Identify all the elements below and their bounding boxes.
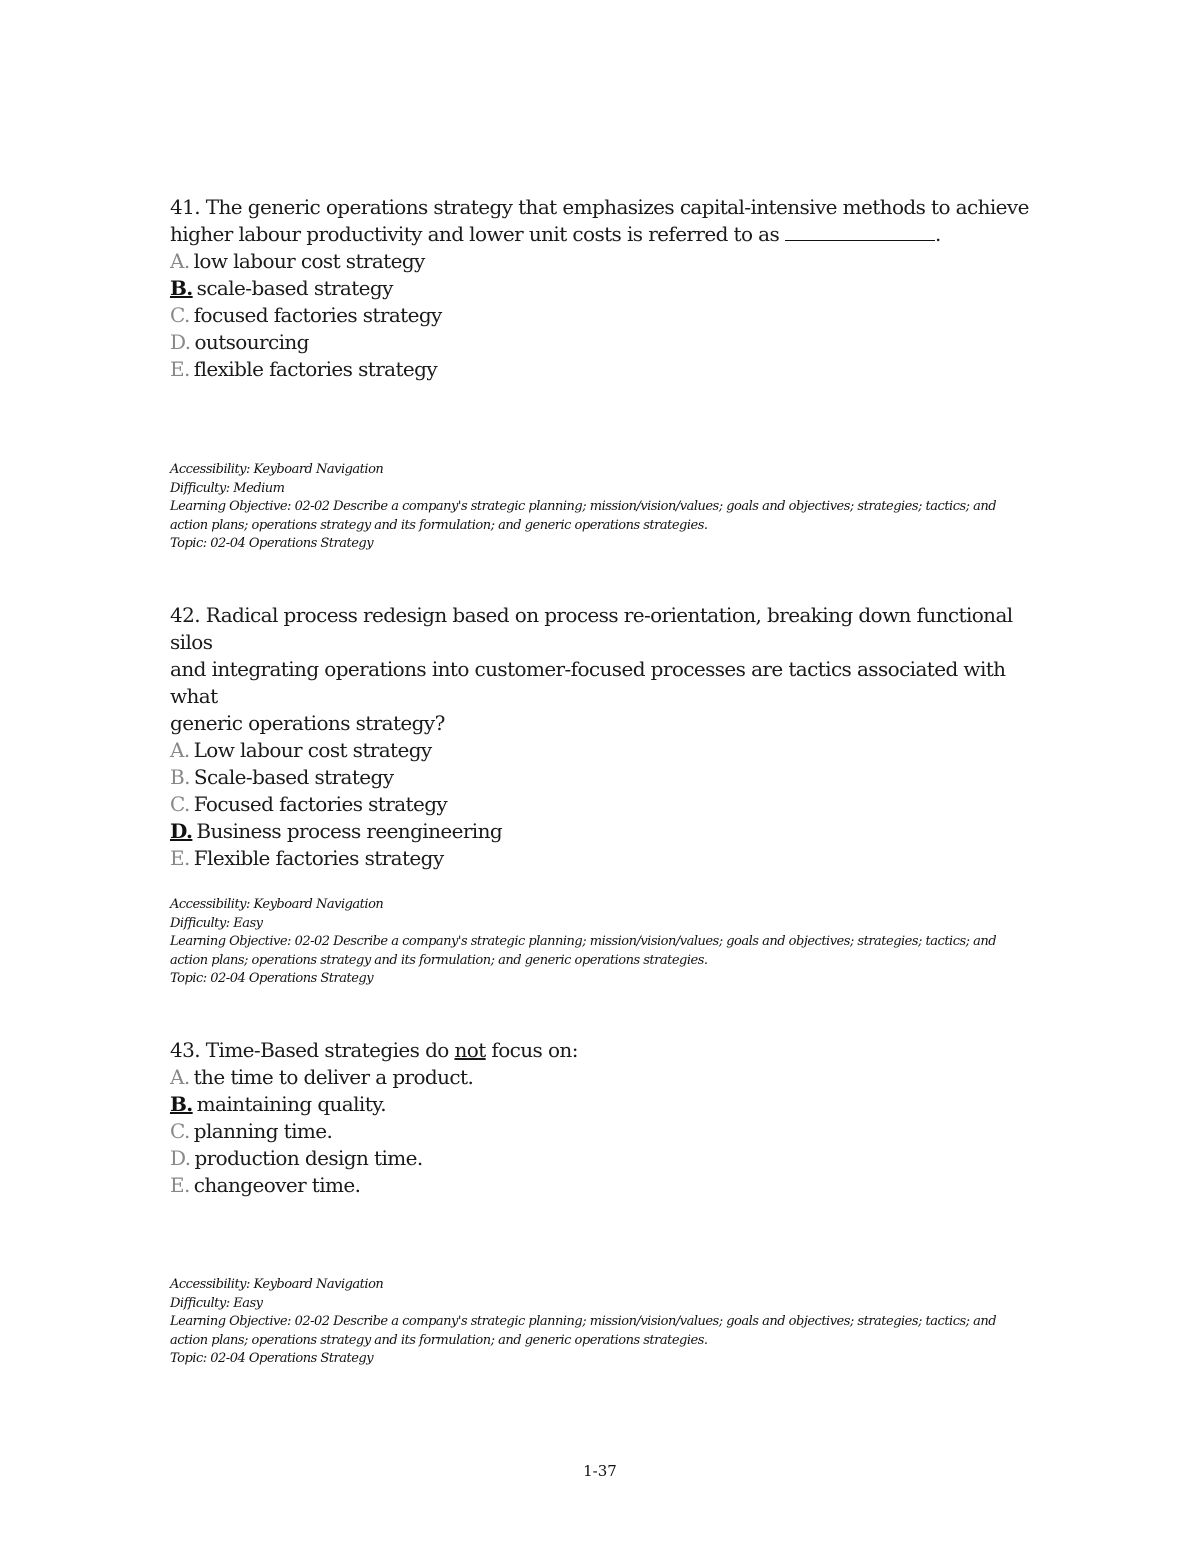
option-letter: D.	[170, 330, 191, 354]
option-text: Business process reengineering	[196, 819, 503, 843]
question-stem-line3: generic operations strategy?	[170, 711, 445, 735]
difficulty-tag: Difficulty: Medium	[170, 480, 285, 496]
option-letter: E.	[170, 357, 190, 381]
option-letter: C.	[170, 792, 190, 816]
option-text: changeover time.	[193, 1173, 361, 1197]
stem-emphasis: not	[454, 1038, 486, 1062]
question-stem	[170, 1037, 1050, 1064]
option-letter: C.	[170, 303, 190, 327]
question-stem	[170, 602, 1050, 656]
topic-tag: Topic: 02-04 Operations Strategy	[170, 1351, 374, 1366]
option-text: production design time.	[194, 1146, 423, 1170]
question-43-metadata	[170, 1276, 1050, 1369]
learning-objective: Learning Objective: 02-02 Describe a company's strategic planning; mission/vision/values; goals and objectives; strategies; tactics; and	[170, 934, 997, 949]
topic-tag: Topic: 02-04 Operations Strategy	[170, 971, 374, 986]
question-41-metadata	[170, 461, 1050, 554]
difficulty-tag: Difficulty: Easy	[170, 915, 263, 931]
option-e	[170, 1172, 1050, 1199]
option-text: scale-based strategy	[196, 276, 393, 300]
question-41	[170, 194, 1050, 383]
learning-objective-cont: action plans; operations strategy and its formulation; and generic operations strategies.	[170, 517, 708, 533]
option-b	[170, 764, 1050, 791]
option-text: maintaining quality.	[196, 1092, 386, 1116]
question-stem-line2	[170, 221, 1050, 248]
learning-objective: Learning Objective: 02-02 Describe a company's strategic planning; mission/vision/values; goals and objectives; strategies; tactics; and	[170, 1314, 997, 1329]
stem-post: focus on:	[491, 1038, 578, 1062]
question-42	[170, 602, 1050, 872]
option-text: Flexible factories strategy	[193, 846, 444, 870]
question-stem-line2: and integrating operations into customer-focused processes are tactics associated with what	[170, 657, 1006, 708]
stem-line: Radical process redesign based on process re-orientation, breaking down functional silos	[170, 603, 1013, 654]
accessibility-tag: Accessibility: Keyboard Navigation	[170, 897, 384, 912]
question-43	[170, 1037, 1050, 1199]
option-text: low labour cost strategy	[193, 249, 425, 273]
option-letter: A.	[170, 738, 190, 762]
option-letter: E.	[170, 846, 190, 870]
difficulty-tag: Difficulty: Easy	[170, 1295, 263, 1311]
question-42-metadata	[170, 896, 1050, 989]
option-text: the time to deliver a product.	[193, 1065, 474, 1089]
option-text: planning time.	[193, 1119, 333, 1143]
option-letter: C.	[170, 1119, 190, 1143]
stem-end: .	[934, 222, 941, 246]
option-letter-correct: B.	[170, 1092, 193, 1116]
option-c	[170, 791, 1050, 818]
option-text: focused factories strategy	[193, 303, 442, 327]
option-letter-correct: B.	[170, 276, 193, 300]
question-stem	[170, 194, 1050, 221]
stem-line: higher labour productivity and lower unit costs is referred to as	[170, 222, 780, 246]
option-c	[170, 302, 1050, 329]
option-text: outsourcing	[194, 330, 309, 354]
option-letter: D.	[170, 1146, 191, 1170]
option-a	[170, 737, 1050, 764]
question-number: 43.	[170, 1038, 201, 1062]
accessibility-tag: Accessibility: Keyboard Navigation	[170, 1277, 384, 1292]
option-b-correct	[170, 1091, 1050, 1118]
option-e	[170, 356, 1050, 383]
option-a	[170, 248, 1050, 275]
option-letter: E.	[170, 1173, 190, 1197]
option-letter: A.	[170, 249, 190, 273]
option-text: flexible factories strategy	[193, 357, 438, 381]
option-letter: A.	[170, 1065, 190, 1089]
option-c	[170, 1118, 1050, 1145]
option-d	[170, 329, 1050, 356]
option-d	[170, 1145, 1050, 1172]
answer-blank	[785, 222, 935, 241]
option-e	[170, 845, 1050, 872]
page-number: 1-37	[583, 1462, 617, 1480]
learning-objective-cont: action plans; operations strategy and its formulation; and generic operations strategies.	[170, 1332, 708, 1348]
option-text: Scale-based strategy	[193, 765, 394, 789]
learning-objective-cont: action plans; operations strategy and its formulation; and generic operations strategies.	[170, 952, 708, 968]
option-text: Focused factories strategy	[193, 792, 448, 816]
option-letter: B.	[170, 765, 190, 789]
question-number: 41.	[170, 195, 201, 219]
option-letter-correct: D.	[170, 819, 193, 843]
accessibility-tag: Accessibility: Keyboard Navigation	[170, 462, 384, 477]
option-a	[170, 1064, 1050, 1091]
option-b-correct	[170, 275, 1050, 302]
option-d-correct	[170, 818, 1050, 845]
question-number: 42.	[170, 603, 201, 627]
stem-pre: Time-Based strategies do	[205, 1038, 449, 1062]
option-text: Low labour cost strategy	[193, 738, 432, 762]
topic-tag: Topic: 02-04 Operations Strategy	[170, 536, 374, 551]
stem-line: The generic operations strategy that emphasizes capital-intensive methods to achieve	[205, 195, 1029, 219]
learning-objective: Learning Objective: 02-02 Describe a company's strategic planning; mission/vision/values; goals and objectives; strategies; tactics; and	[170, 499, 997, 514]
